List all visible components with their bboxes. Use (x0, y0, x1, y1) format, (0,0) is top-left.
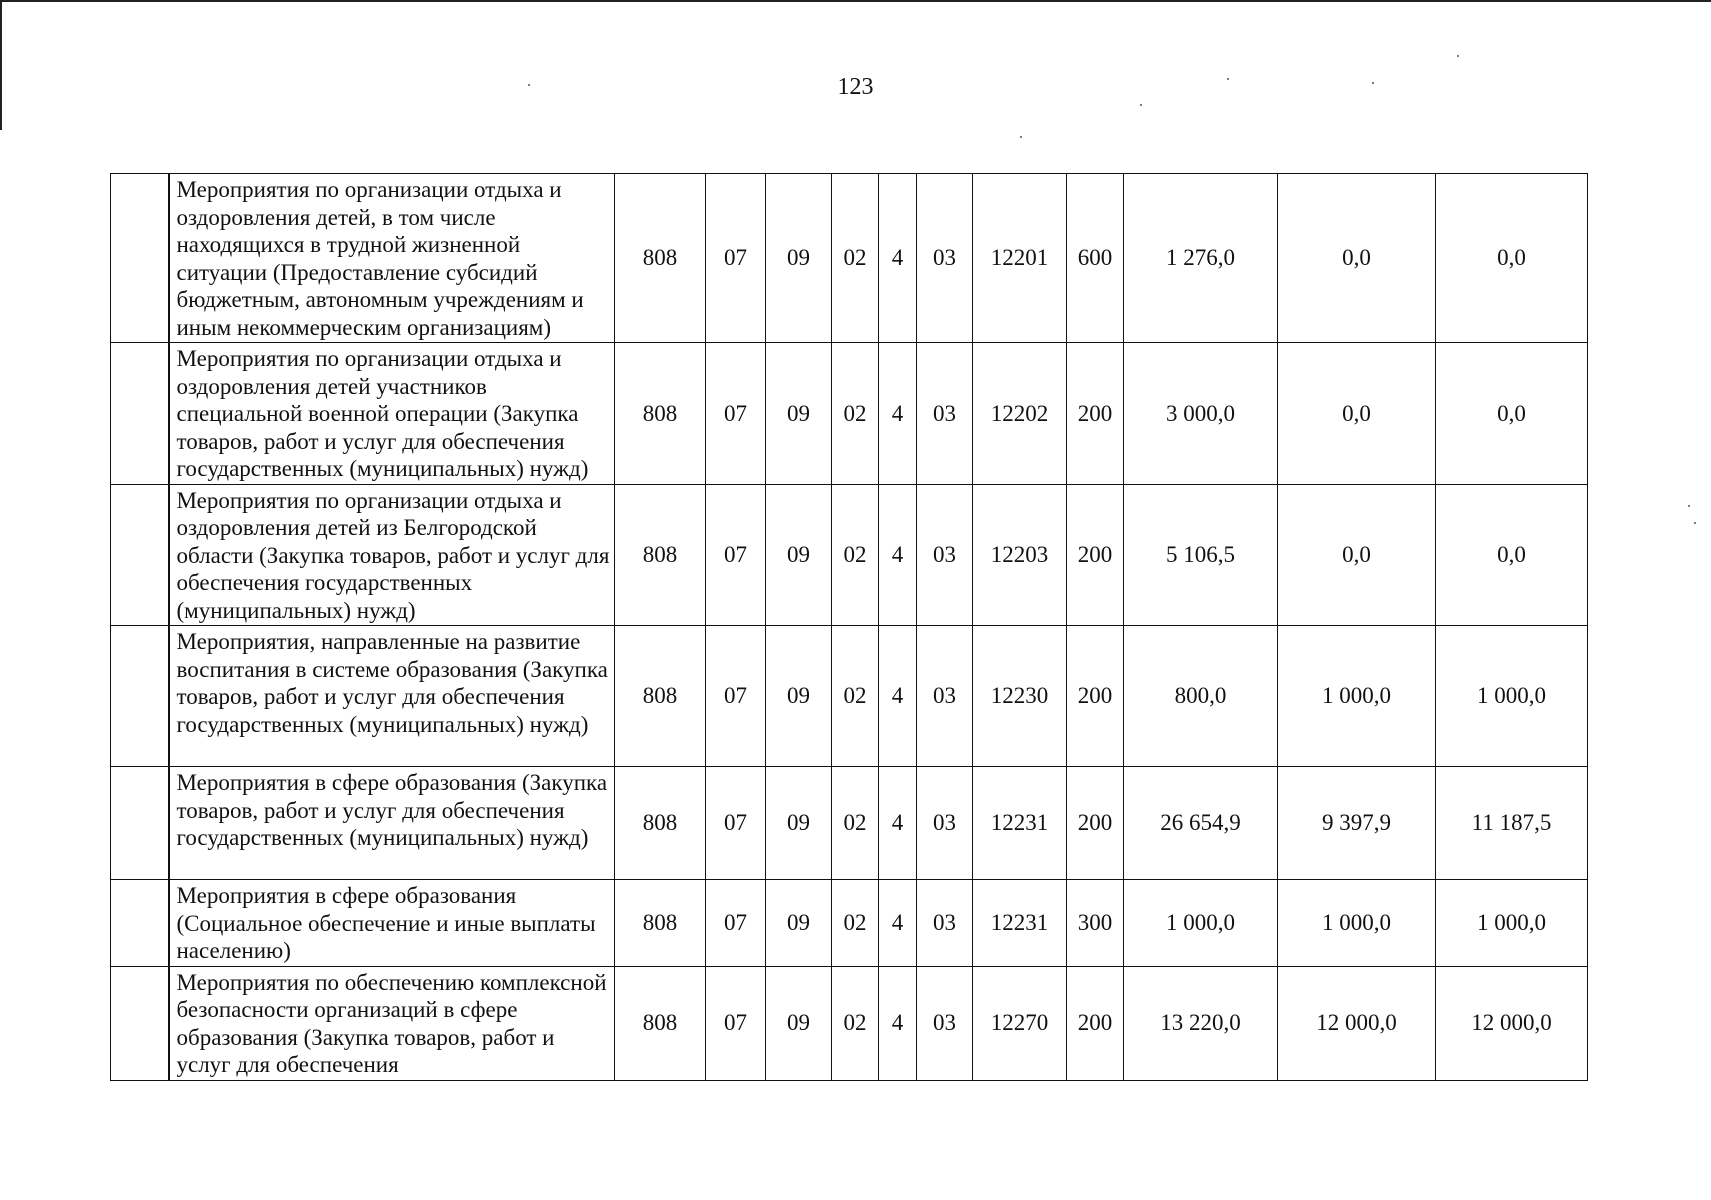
direction-code: 12231 (973, 880, 1067, 967)
direction-code: 12202 (973, 343, 1067, 485)
subsection-code: 09 (766, 484, 832, 626)
amount-year-2: 0,0 (1278, 343, 1436, 485)
scan-speck (1457, 55, 1459, 57)
amount-year-3: 11 187,5 (1436, 767, 1588, 880)
program-code: 02 (832, 343, 879, 485)
scan-speck (1694, 522, 1696, 524)
row-number-cell (111, 484, 169, 626)
subprogram-code: 4 (879, 484, 917, 626)
section-code: 07 (706, 484, 766, 626)
amount-year-2: 9 397,9 (1278, 767, 1436, 880)
subsection-code: 09 (766, 767, 832, 880)
row-description: Мероприятия по организации отдыха и оздоровления детей, в том числе находящихся в трудной жизненной ситуации (Предоставление субсидий бюджетным, автономным учреждениям и иным некоммерческим организациям) (169, 174, 615, 343)
amount-year-3: 0,0 (1436, 174, 1588, 343)
section-code: 07 (706, 626, 766, 767)
scan-speck (1140, 104, 1142, 106)
amount-year-3: 0,0 (1436, 343, 1588, 485)
expense-type-code: 300 (1067, 880, 1124, 967)
main-event-code: 03 (917, 966, 973, 1080)
subprogram-code: 4 (879, 343, 917, 485)
amount-year-2: 1 000,0 (1278, 880, 1436, 967)
program-code: 02 (832, 966, 879, 1080)
subprogram-code: 4 (879, 966, 917, 1080)
row-number-cell (111, 626, 169, 767)
scan-edge-left (0, 0, 2, 130)
main-event-code: 03 (917, 343, 973, 485)
direction-code: 12230 (973, 626, 1067, 767)
subprogram-code: 4 (879, 767, 917, 880)
section-code: 07 (706, 343, 766, 485)
expense-type-code: 200 (1067, 626, 1124, 767)
section-code: 07 (706, 767, 766, 880)
main-event-code: 03 (917, 767, 973, 880)
row-number-cell (111, 966, 169, 1080)
direction-code: 12231 (973, 767, 1067, 880)
row-description: Мероприятия по обеспечению комплексной безопасности организаций в сфере образования (Закупка товаров, работ и услуг для обеспечения (169, 966, 615, 1080)
amount-year-2: 1 000,0 (1278, 626, 1436, 767)
row-number-cell (111, 174, 169, 343)
expense-type-code: 200 (1067, 484, 1124, 626)
row-number-cell (111, 880, 169, 967)
section-code: 07 (706, 880, 766, 967)
main-event-code: 03 (917, 626, 973, 767)
row-description: Мероприятия по организации отдыха и оздоровления детей из Белгородской области (Закупка товаров, работ и услуг для обеспечения государственных (муниципальных) нужд) (169, 484, 615, 626)
table-row (111, 880, 1588, 967)
table-row (111, 626, 1588, 767)
admin-code: 808 (615, 626, 706, 767)
amount-year-3: 0,0 (1436, 484, 1588, 626)
amount-year-1: 800,0 (1124, 626, 1278, 767)
subsection-code: 09 (766, 174, 832, 343)
scan-speck (1020, 136, 1022, 138)
subsection-code: 09 (766, 343, 832, 485)
table-body (111, 174, 1588, 1081)
direction-code: 12270 (973, 966, 1067, 1080)
direction-code: 12201 (973, 174, 1067, 343)
admin-code: 808 (615, 174, 706, 343)
admin-code: 808 (615, 966, 706, 1080)
row-number-cell (111, 343, 169, 485)
subprogram-code: 4 (879, 626, 917, 767)
program-code: 02 (832, 484, 879, 626)
amount-year-1: 13 220,0 (1124, 966, 1278, 1080)
row-description: Мероприятия, направленные на развитие воспитания в системе образования (Закупка товаров, работ и услуг для обеспечения государственных (муниципальных) нужд) (169, 626, 615, 767)
admin-code: 808 (615, 343, 706, 485)
amount-year-3: 1 000,0 (1436, 626, 1588, 767)
amount-year-2: 0,0 (1278, 484, 1436, 626)
subsection-code: 09 (766, 966, 832, 1080)
subprogram-code: 4 (879, 174, 917, 343)
amount-year-2: 12 000,0 (1278, 966, 1436, 1080)
subsection-code: 09 (766, 880, 832, 967)
amount-year-1: 3 000,0 (1124, 343, 1278, 485)
row-description: Мероприятия по организации отдыха и оздоровления детей участников специальной военной операции (Закупка товаров, работ и услуг для обеспечения государственных (муниципальных) нужд) (169, 343, 615, 485)
table-row (111, 767, 1588, 880)
expense-type-code: 200 (1067, 966, 1124, 1080)
table-row (111, 484, 1588, 626)
amount-year-3: 12 000,0 (1436, 966, 1588, 1080)
program-code: 02 (832, 174, 879, 343)
scan-speck (1688, 505, 1690, 507)
budget-table (110, 173, 1588, 1081)
amount-year-1: 5 106,5 (1124, 484, 1278, 626)
direction-code: 12203 (973, 484, 1067, 626)
scan-speck (1227, 78, 1229, 80)
program-code: 02 (832, 880, 879, 967)
expense-type-code: 200 (1067, 767, 1124, 880)
table-row (111, 966, 1588, 1080)
row-description: Мероприятия в сфере образования (Закупка товаров, работ и услуг для обеспечения государственных (муниципальных) нужд) (169, 767, 615, 880)
program-code: 02 (832, 626, 879, 767)
section-code: 07 (706, 966, 766, 1080)
table-row (111, 343, 1588, 485)
row-description: Мероприятия в сфере образования (Социальное обеспечение и иные выплаты населению) (169, 880, 615, 967)
amount-year-1: 1 276,0 (1124, 174, 1278, 343)
expense-type-code: 200 (1067, 343, 1124, 485)
page-number: 123 (837, 74, 874, 100)
admin-code: 808 (615, 880, 706, 967)
scan-speck (1372, 82, 1374, 84)
subprogram-code: 4 (879, 880, 917, 967)
amount-year-1: 26 654,9 (1124, 767, 1278, 880)
section-code: 07 (706, 174, 766, 343)
row-number-cell (111, 767, 169, 880)
main-event-code: 03 (917, 880, 973, 967)
amount-year-2: 0,0 (1278, 174, 1436, 343)
amount-year-1: 1 000,0 (1124, 880, 1278, 967)
admin-code: 808 (615, 767, 706, 880)
amount-year-3: 1 000,0 (1436, 880, 1588, 967)
scan-edge-top (0, 0, 1711, 2)
table-row (111, 174, 1588, 343)
main-event-code: 03 (917, 484, 973, 626)
expense-type-code: 600 (1067, 174, 1124, 343)
program-code: 02 (832, 767, 879, 880)
main-event-code: 03 (917, 174, 973, 343)
admin-code: 808 (615, 484, 706, 626)
subsection-code: 09 (766, 626, 832, 767)
scan-speck (528, 84, 530, 86)
